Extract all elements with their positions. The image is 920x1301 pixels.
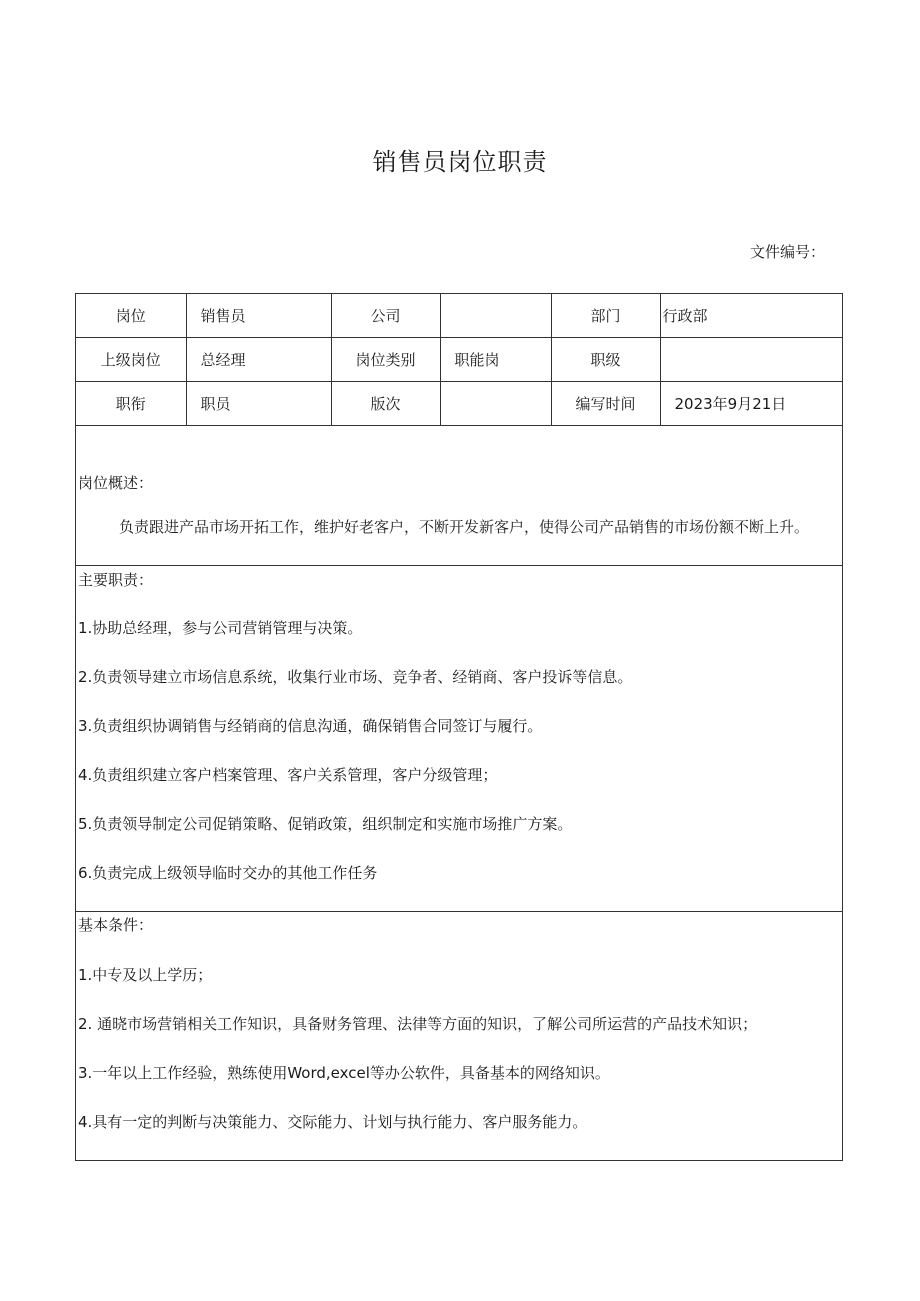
document-number-label: 文件编号：	[749, 243, 825, 261]
duties-section	[76, 565, 842, 911]
written-date-label: 编写时间	[551, 382, 660, 426]
requirements-heading: 基本条件：	[78, 916, 154, 934]
overview-text: 负责跟进产品市场开拓工作，维护好老客户，不断开发新客户，使得公司产品销售的市场份额不断上升。	[119, 518, 810, 536]
list-item: 6.负责完成上级领导临时交办的其他工作任务	[78, 864, 378, 882]
requirements-section	[76, 911, 842, 1161]
list-item: 2.负责领导建立市场信息系统，收集行业市场、竞争者、经销商、客户投诉等信息。	[78, 668, 633, 686]
list-item: 1.协助总经理，参与公司营销管理与决策。	[78, 619, 363, 637]
grade-label: 职级	[551, 338, 660, 382]
document-title: 销售员岗位职责	[372, 148, 548, 176]
title-rank-value: 职员	[186, 382, 331, 426]
position-value: 销售员	[186, 294, 331, 338]
position-type-label: 岗位类别	[331, 338, 440, 382]
list-item: 4.具有一定的判断与决策能力、交际能力、计划与执行能力、客户服务能力。	[78, 1113, 588, 1131]
list-item: 5.负责领导制定公司促销策略、促销政策，组织制定和实施市场推广方案。	[78, 815, 573, 833]
written-date-value: 2023年9月21日	[660, 382, 843, 426]
supervisor-value: 总经理	[186, 338, 331, 382]
company-label: 公司	[331, 294, 440, 338]
department-value: 行政部	[660, 294, 843, 338]
list-item: 3.一年以上工作经验，熟练使用Word,excel等办公软件，具备基本的网络知识。	[78, 1064, 610, 1082]
overview-heading: 岗位概述：	[78, 474, 154, 492]
overview-section	[76, 425, 842, 565]
version-label: 版次	[331, 382, 440, 426]
job-description-form	[75, 293, 843, 1161]
supervisor-label: 上级岗位	[76, 338, 186, 382]
table-row	[76, 294, 843, 338]
table-row	[76, 338, 843, 382]
table-row	[76, 382, 843, 426]
info-table	[76, 294, 843, 426]
list-item: 2. 通晓市场营销相关工作知识，具备财务管理、法律等方面的知识，了解公司所运营的产品技术知识；	[78, 1015, 758, 1033]
list-item: 1.中专及以上学历；	[78, 966, 213, 984]
company-value	[440, 294, 551, 338]
version-value	[440, 382, 551, 426]
position-label: 岗位	[76, 294, 186, 338]
duties-heading: 主要职责：	[78, 571, 154, 589]
list-item: 4.负责组织建立客户档案管理、客户关系管理，客户分级管理；	[78, 766, 498, 784]
title-rank-label: 职衔	[76, 382, 186, 426]
grade-value	[660, 338, 843, 382]
position-type-value: 职能岗	[440, 338, 551, 382]
department-label: 部门	[551, 294, 660, 338]
list-item: 3.负责组织协调销售与经销商的信息沟通，确保销售合同签订与履行。	[78, 717, 543, 735]
